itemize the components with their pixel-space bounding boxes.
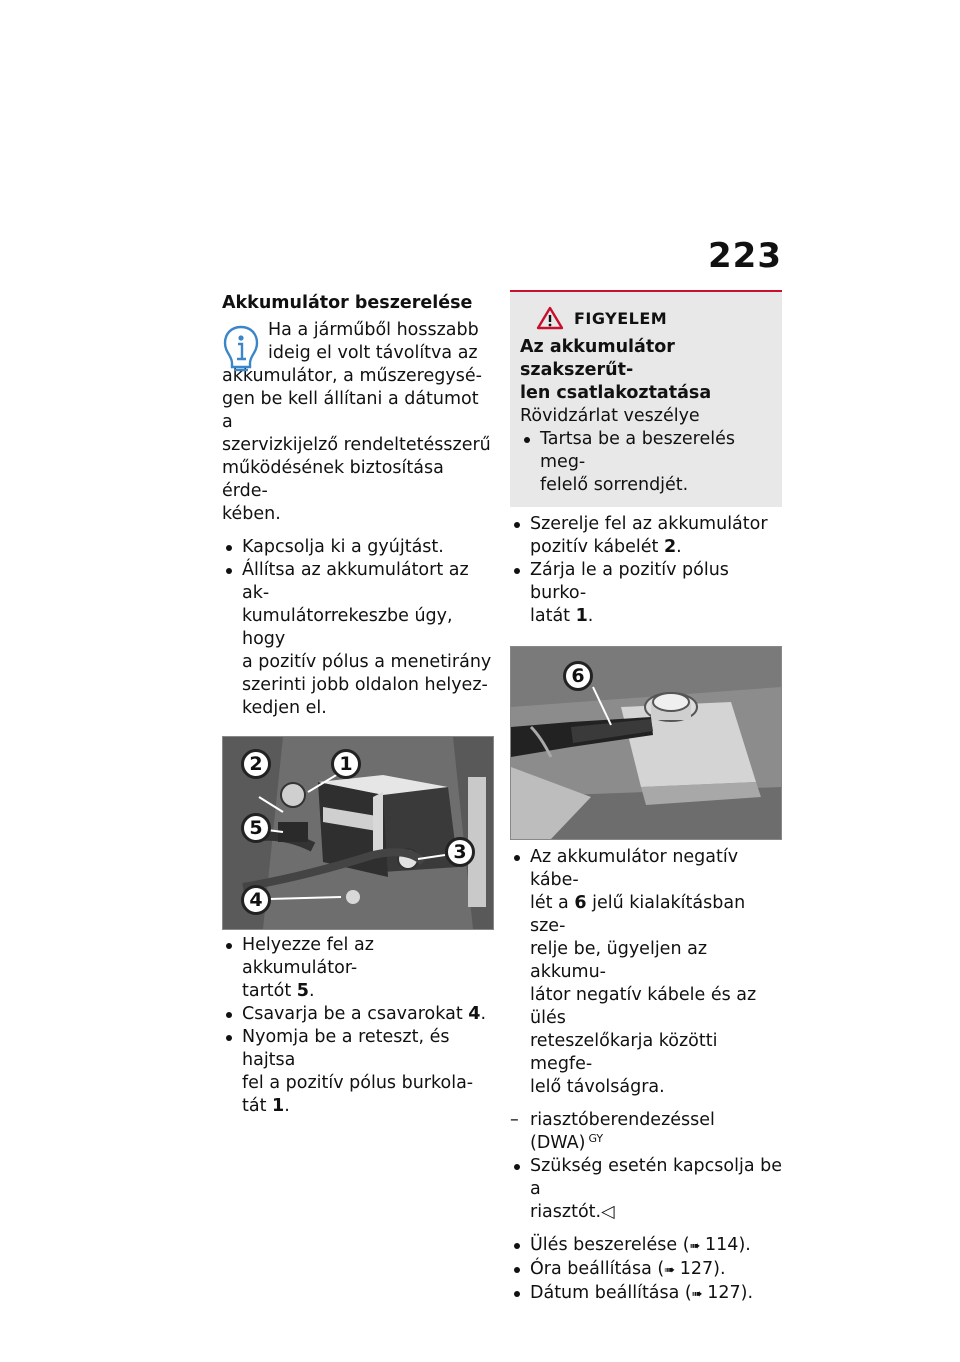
list-item: Csavarja be a csavarokat 4. <box>222 1003 494 1026</box>
negative-cable-figure <box>510 646 782 840</box>
info-line: akkumulátor, a műszeregysé- <box>222 366 482 386</box>
left-column <box>222 290 494 1118</box>
list-item: Zárja le a pozitív pólus burko- latát 1. <box>510 559 782 628</box>
info-line: gen be kell állítani a dátumot a <box>222 389 479 432</box>
list-item: Szükség esetén kapcsolja be a riasztót.◁ <box>510 1155 782 1224</box>
section-heading: Akkumulátor beszerelése <box>222 293 473 313</box>
callout-5: 5 <box>241 813 271 843</box>
warning-hazard: Rövidzárlat veszélye <box>520 406 700 426</box>
info-line: szervizkijelző rendeltetésszerű <box>222 435 491 455</box>
reference-item[interactable]: Óra beállítása (➠ 127). <box>510 1258 782 1282</box>
references-list <box>510 1234 782 1306</box>
callout-2: 2 <box>241 749 271 779</box>
list-item: Állítsa az akkumulátort az ak- kumulátorrekeszbe úgy, hogy a pozitív pólus a menetirány szerinti jobb oldalon helyez- kedjen el. <box>222 559 494 720</box>
reference-item[interactable]: Ülés beszerelése (➠ 114). <box>510 1234 782 1258</box>
terminal-illustration <box>511 647 781 839</box>
warning-bullets <box>520 428 772 497</box>
list-item: Kapcsolja ki a gyújtást. <box>222 536 494 559</box>
list-item: Szerelje fel az akkumulátor pozitív kábelét 2. <box>510 513 782 559</box>
steps-list-4 <box>510 846 782 1099</box>
steps-list-2 <box>222 934 494 1118</box>
info-line: működésének biztosítása érde- <box>222 458 444 501</box>
info-line: kében. <box>222 504 281 524</box>
end-mark: ◁ <box>601 1202 615 1222</box>
page-ref-arrow-icon: ➠ <box>691 1287 702 1302</box>
page-ref-arrow-icon: ➠ <box>664 1263 675 1278</box>
callout-6: 6 <box>563 661 593 691</box>
list-item: Tartsa be a beszerelés meg- felelő sorrendjét. <box>520 428 772 497</box>
condition-item: – riasztóberendezéssel (DWA) $^{GY}$ <box>510 1110 715 1153</box>
callout-3: 3 <box>445 837 475 867</box>
page-ref-arrow-icon: ➠ <box>689 1239 700 1254</box>
list-item: Helyezze fel az akkumulátor- tartót 5. <box>222 934 494 1003</box>
warning-title: Az akkumulátor szakszerűt- len csatlakoztatása <box>520 337 712 403</box>
steps-list <box>222 536 494 720</box>
warning-label: FIGYELEM <box>574 308 668 328</box>
battery-figure <box>222 736 494 930</box>
reference-item[interactable]: Dátum beállítása (➠ 127). <box>510 1282 782 1306</box>
steps-list-5 <box>510 1155 782 1224</box>
list-item: Az akkumulátor negatív kábe- lét a 6 jelű kialakításban sze- relje be, ügyeljen az akkumu- látor negatív kábele és az ülés reteszelőkarja közötti megfe- lelő távolságra. <box>510 846 782 1099</box>
info-icon <box>222 325 260 373</box>
page-number: 223 <box>708 236 782 276</box>
warning-box <box>510 290 782 507</box>
info-line: Ha a járműből hosszabb <box>268 320 479 340</box>
callout-4: 4 <box>241 885 271 915</box>
info-line: ideig el volt távolítva az <box>268 343 478 363</box>
warning-icon <box>536 306 564 330</box>
right-column <box>510 290 782 1306</box>
steps-list-3 <box>510 513 782 628</box>
info-note <box>222 319 494 526</box>
list-item: Nyomja be a reteszt, és hajtsa fel a pozitív pólus burkola- tát 1. <box>222 1026 494 1118</box>
callout-1: 1 <box>331 749 361 779</box>
